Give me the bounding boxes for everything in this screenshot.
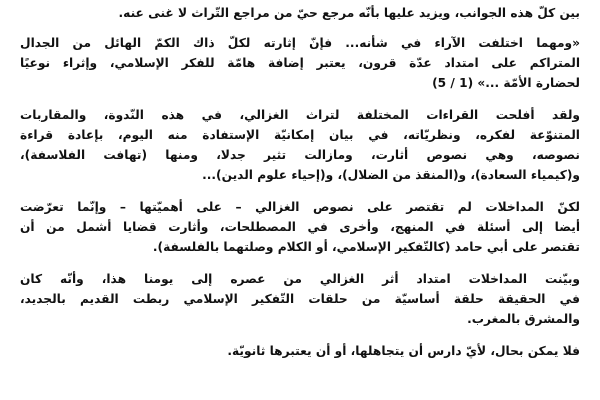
paragraph-6 xyxy=(20,341,580,361)
paragraph-4 xyxy=(20,197,580,257)
text-line: والمشرق بالمغرب. xyxy=(467,312,580,326)
text-line: «ومهما اختلفت الآراء في شأنه... فإنّ إثارته لكلّ ذاك الكمّ الهائل من الجدال xyxy=(20,36,580,50)
text-line: تقتصر على أبي حامد (كالتّفكير الإسلامي، أو الكلام وصلتهما بالفلسفة). xyxy=(152,240,580,254)
paragraph-spacer xyxy=(20,93,580,105)
text-line: فلا يمكن بحال، لأيّ دارس أن يتجاهلها، أو أن يعتبرها ثانويّة. xyxy=(227,344,580,358)
text-line: وبيّنت المداخلات امتداد أثر الغزالي من عصره إلى يومنا هذا، وأنّه كان xyxy=(20,272,580,286)
text-line: بين كلّ هذه الجوانب، ويزيد عليها بأنّه مرجع حيّ من مراجع التّراث لا غنى عنه. xyxy=(118,6,580,20)
paragraph-spacer xyxy=(20,23,580,33)
text-line: أيضا إلى أسئلة في المنهج، وأخرى في المصطلحات، وأثارت قضايا أشمل من أن xyxy=(20,220,580,234)
text-line: ولقد أفلحت القراءات المختلفة لتراث الغزالي، في هذه النّدوة، والمقاربات xyxy=(20,108,580,122)
paragraph-3 xyxy=(20,105,580,185)
text-line: لحضارة الأمّة ...» (1 / 5) xyxy=(432,76,580,90)
text-line: المتراكم على امتداد عدّة قرون، يعتبر إضافة هامّة للفكر الإسلامي، وإثراء نوعيًا xyxy=(20,56,580,70)
text-line: المتنوّعة لفكره، ونظريّاته، في بيان إمكانيّة الإستفادة منه اليوم، بإعادة قراءة xyxy=(20,128,580,142)
paragraph-1 xyxy=(20,3,580,23)
paragraph-5 xyxy=(20,269,580,329)
text-line: لكنّ المداخلات لم تقتصر على نصوص الغزالي – على أهميّتها – وإنّما تعرّضت xyxy=(20,200,580,214)
paragraph-spacer xyxy=(20,329,580,341)
paragraph-spacer xyxy=(20,185,580,197)
text-line: في الحقيقة حلقة أساسيّة من حلقات التّفكير الإسلامي ربطت القديم بالجديد، xyxy=(20,292,580,306)
text-line: و(كيمياء السعادة)، و(المنقذ من الضلال)، و(إحياء علوم الدين)... xyxy=(202,168,580,182)
text-line: نصوصه، وهي نصوص أثارت، ومازالت تثير جدلا، ومنها (تهافت الفلاسفة)، xyxy=(20,148,580,162)
paragraph-2-quote xyxy=(20,33,580,93)
paragraph-spacer xyxy=(20,257,580,269)
